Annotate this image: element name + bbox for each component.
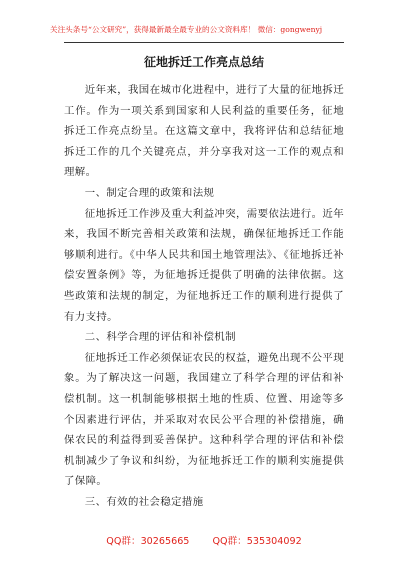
body-paragraph-intro: 近年来，我国在城市化进程中，进行了大量的征地拆迁工作。作为一项关系到国家和人民利益的重要任务，征地拆迁工作亮点纷呈。在这篇文章中，我将评估和总结征地拆迁工作的几个关键亮点，并分享我对这一工作的观点和理解。	[64, 84, 344, 179]
footer-qq-group-2: QQ群：535304092	[212, 536, 302, 547]
footer-contact	[0, 536, 408, 548]
header-promo-note: 关注头条号“公文研究”，获得最新最全最专业的公文资料库！ 微信：gongwenyj	[50, 25, 323, 34]
section-heading-3: 三、有效的社会稳定措施	[84, 495, 204, 508]
section-heading-1: 一、制定合理的政策和法规	[84, 186, 215, 199]
header-divider	[64, 42, 344, 43]
body-paragraph-compensation: 征地拆迁工作必须保证农民的权益，避免出现不公平现象。为了解决这一问题，我国建立了科学合理的评估和补偿机制。这一机制能够根据土地的性质、位置、用途等多个因素进行评估，并采取对农民公平合理的补偿措施，确保农民的利益得到妥善保护。这种科学合理的评估和补偿机制减少了争议和纠纷，为征地拆迁工作的顺利实施提供了保障。	[64, 351, 344, 488]
document-title: 征地拆迁工作亮点总结	[143, 55, 264, 69]
document-body	[64, 80, 344, 512]
section-heading-2: 二、科学合理的评估和补偿机制	[84, 331, 236, 344]
footer-qq-group-1: QQ群：30265665	[106, 536, 190, 547]
body-paragraph-policy: 征地拆迁工作涉及重大利益冲突，需要依法进行。近年来，我国不断完善相关政策和法规，确保征地拆迁工作能够顺利进行。《中华人民共和国土地管理法》、《征地拆迁补偿安置条例》等，为征地拆迁提供了明确的法律依据。这些政策和法规的制定，为征地拆迁工作的顺利进行提供了有力支持。	[64, 207, 344, 323]
